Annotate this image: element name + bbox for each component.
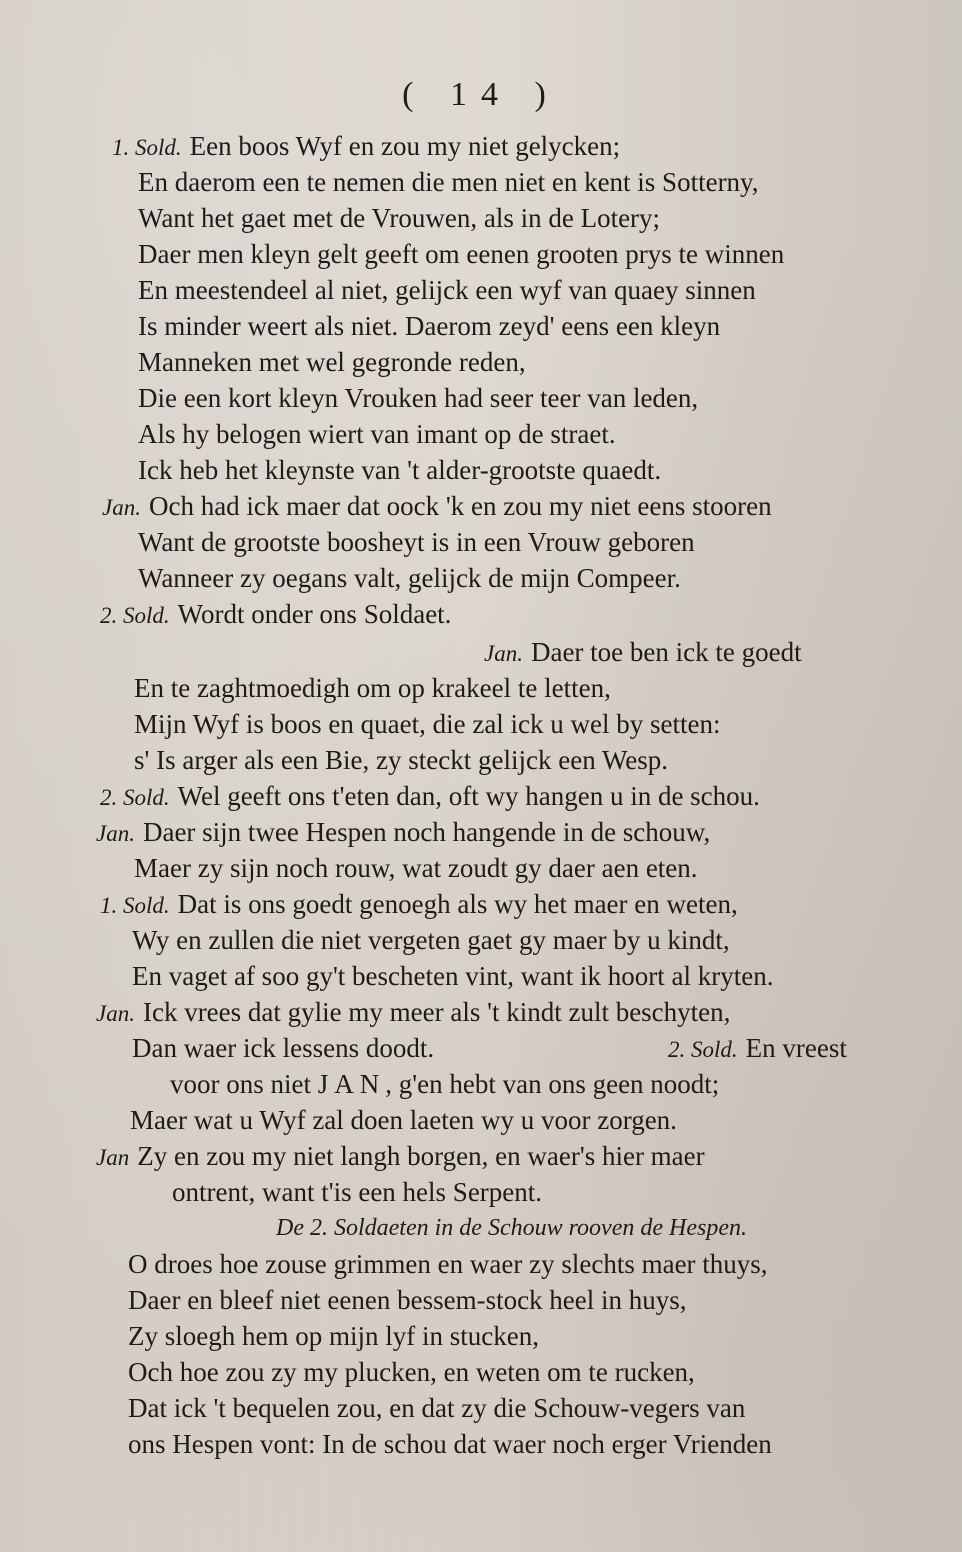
text-line (96, 814, 710, 852)
line-text: Ick heb het kleynste van 't alder-grootste quaedt. (138, 455, 662, 485)
text-line (128, 1318, 539, 1354)
text-line (134, 742, 668, 778)
line-text: Is minder weert als niet. Daerom zeyd' eens een kleyn (138, 311, 721, 341)
text-line (102, 488, 772, 526)
speaker-label: Jan. (96, 821, 135, 846)
text-line (134, 850, 698, 886)
line-text: s' Is arger als een Bie, zy steckt gelijck een Wesp. (134, 745, 669, 775)
text-line (138, 452, 661, 488)
line-text: En daerom een te nemen die men niet en kent is Sotterny, (138, 167, 759, 197)
text-line (172, 1174, 542, 1210)
speaker-label: Jan (96, 1145, 130, 1170)
text-line (170, 1066, 719, 1102)
line-text: Ick vrees dat gylie my meer als 't kindt zult beschyten, (142, 997, 731, 1027)
text-line (484, 634, 802, 672)
text-line (138, 308, 720, 344)
text-line (138, 380, 698, 416)
line-text: , g'en hebt van ons geen noodt; (385, 1069, 720, 1099)
speaker-label: Jan. (102, 495, 141, 520)
text-line (96, 994, 730, 1032)
text-line (112, 128, 620, 166)
text-line (128, 1246, 768, 1282)
text-line (96, 1138, 705, 1176)
line-text: Manneken met wel gegronde reden, (138, 347, 526, 377)
line-text: Och hoe zou zy my plucken, en weten om te rucken, (128, 1357, 695, 1387)
text-line (134, 670, 611, 706)
text-line (100, 778, 760, 816)
line-text: Zy en zou my niet langh borgen, en waer's hier maer (137, 1141, 705, 1171)
speaker-label: Jan. (484, 641, 523, 666)
text-line (130, 1102, 677, 1138)
text-line (128, 1390, 745, 1426)
speaker-label: 2. Sold. (100, 603, 170, 628)
line-text: Och had ick maer dat oock 'k en zou my niet eens stooren (148, 491, 772, 521)
text-line (138, 416, 616, 452)
character-name: JAN (317, 1069, 386, 1099)
line-text: Wordt onder ons Soldaet. (177, 599, 452, 629)
line-text: Maer wat u Wyf zal doen laeten wy u voor zorgen. (130, 1105, 677, 1135)
text-line (138, 344, 526, 380)
line-text: En meestendeel al niet, gelijck een wyf van quaey sinnen (138, 275, 756, 305)
line-text: voor ons niet (170, 1069, 311, 1099)
stage-direction: De 2. Soldaeten in de Schouw rooven de Hespen. (276, 1215, 747, 1241)
text-line (138, 200, 660, 236)
line-text: Daer sijn twee Hespen noch hangende in de schouw, (142, 817, 711, 847)
line-text: Dat is ons goedt genoegh als wy het maer en weten, (177, 889, 738, 919)
line-text: Als hy belogen wiert van imant op de straet. (138, 419, 616, 449)
text-line (132, 958, 773, 994)
line-text: Daer men kleyn gelt geeft om eenen grooten prys te winnen (138, 239, 785, 269)
line-text: Dan waer ick lessens doodt. (132, 1033, 435, 1063)
line-text: Wy en zullen die niet vergeten gaet gy maer by u kindt, (132, 925, 730, 955)
line-text: ontrent, want t'is een hels Serpent. (172, 1177, 543, 1207)
text-line (138, 560, 681, 596)
line-text: Want de grootste boosheyt is in een Vrouw geboren (138, 527, 695, 557)
line-text: O droes hoe zouse grimmen en waer zy slechts maer thuys, (128, 1249, 768, 1279)
line-text: Maer zy sijn noch rouw, wat zoudt gy daer aen eten. (134, 853, 698, 883)
line-text: Die een kort kleyn Vrouken had seer teer van leden, (138, 383, 699, 413)
text-line (128, 1426, 772, 1462)
speaker-label: 1. Sold. (112, 135, 182, 160)
text-line (128, 1354, 695, 1390)
text-line (134, 706, 721, 742)
line-text: Daer toe ben ick te goedt (530, 637, 802, 667)
line-text: Wanneer zy oegans valt, gelijck de mijn Compeer. (138, 563, 681, 593)
line-text: Wel geeft ons t'eten dan, oft wy hangen u in de schou. (177, 781, 760, 811)
text-line (138, 524, 695, 560)
line-text: En vreest (745, 1033, 847, 1063)
text-line (668, 1030, 847, 1068)
speaker-label: 2. Sold. (668, 1037, 738, 1062)
line-text: En te zaghtmoedigh om op krakeel te letten, (134, 673, 611, 703)
line-text: Daer en bleef niet eenen bessem-stock heel in huys, (128, 1285, 687, 1315)
line-text: ons Hespen vont: In de schou dat waer noch erger Vrienden (128, 1429, 772, 1459)
text-line (138, 272, 756, 308)
speaker-label: 2. Sold. (100, 785, 170, 810)
line-text: Een boos Wyf en zou my niet gelycken; (189, 131, 621, 161)
line-text: Mijn Wyf is boos en quaet, die zal ick u wel by setten: (134, 709, 721, 739)
text-line (138, 164, 759, 200)
speaker-label: Jan. (96, 1001, 135, 1026)
page-number: ( 14 ) (402, 76, 560, 113)
text-line (132, 922, 730, 958)
speaker-label: 1. Sold. (100, 893, 170, 918)
line-text: Dat ick 't bequelen zou, en dat zy die Schouw-vegers van (128, 1393, 746, 1423)
text-line (138, 236, 784, 272)
line-text: Zy sloegh hem op mijn lyf in stucken, (128, 1321, 539, 1351)
text-line (132, 1030, 434, 1066)
text-line (100, 886, 738, 924)
text-line (128, 1282, 687, 1318)
line-text: En vaget af soo gy't bescheten vint, want ik hoort al kryten. (132, 961, 774, 991)
text-line (100, 596, 451, 634)
line-text: Want het gaet met de Vrouwen, als in de Lotery; (138, 203, 661, 233)
